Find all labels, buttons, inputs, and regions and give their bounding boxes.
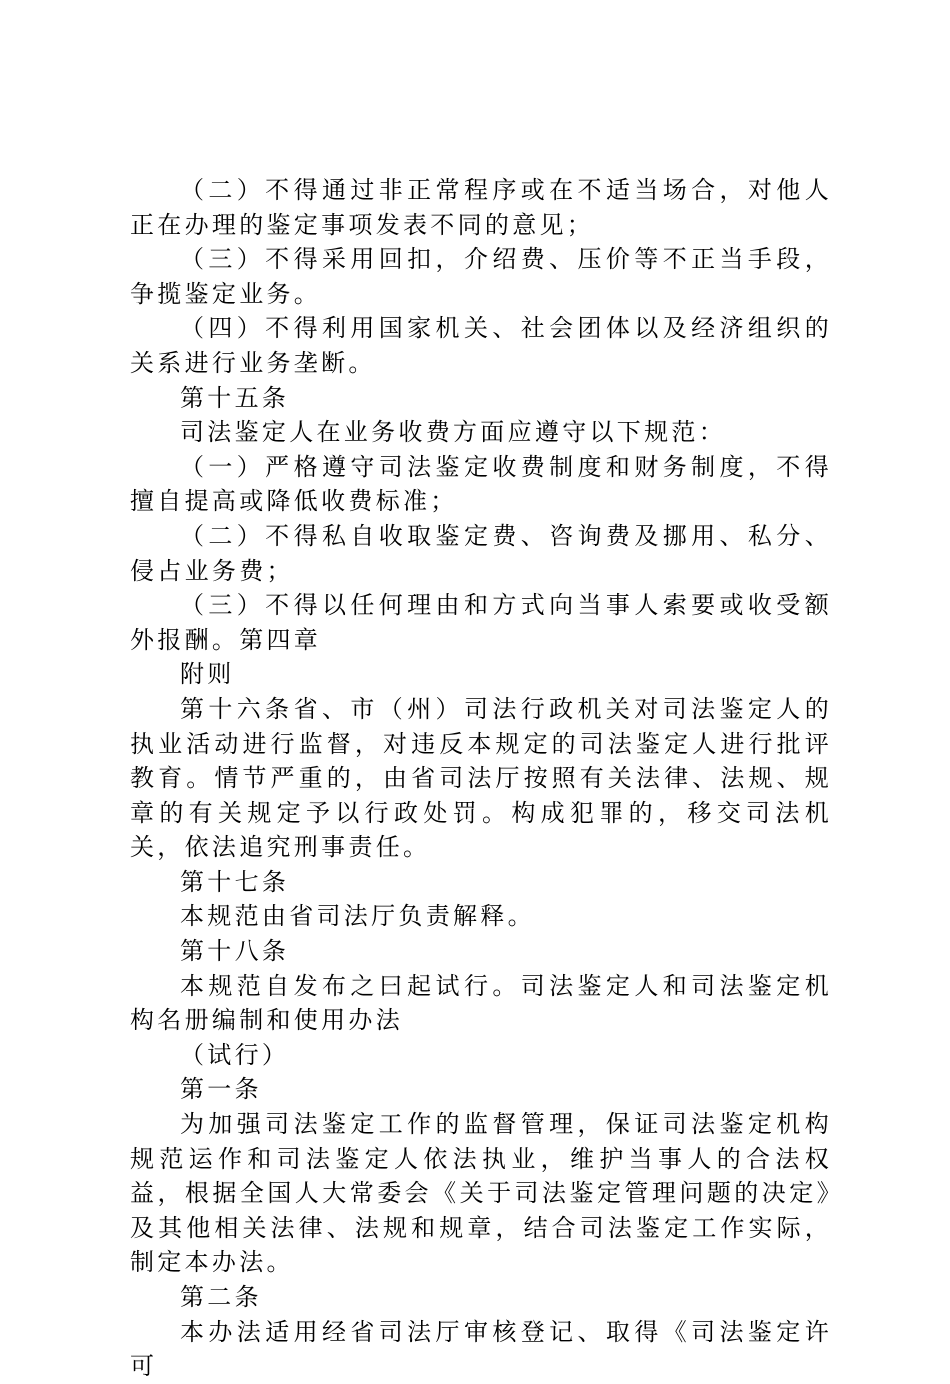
article-18-heading: 第十八条 xyxy=(180,937,290,966)
paragraph-10: 第十六条省、市（州）司法行政机关对司法鉴定人的执业活动进行监督，对违反本规定的司法鉴定人进行批评教育。情节严重的，由省司法厅按照有关法律、法规、规章的有关规定予以行政处罚。构成犯罪的，移交司法机关，依法追究刑事责任。 xyxy=(130,694,832,862)
paragraph-7: （二）不得私自收取鉴定费、咨询费及挪用、私分、侵占业务费； xyxy=(130,521,832,585)
paragraph-17: 为加强司法鉴定工作的监督管理，保证司法鉴定机构规范运作和司法鉴定人依法执业，维护当事人的合法权益，根据全国人大常委会《关于司法鉴定管理问题的决定》及其他相关法律、法规和规章，结合司法鉴定工作实际，制定本办法。 xyxy=(130,1110,832,1277)
paragraph-19: 本办法适用经省司法厅审核登记、取得《司法鉴定许可 xyxy=(130,1317,832,1381)
paragraph-12: 本规范由省司法厅负责解释。 xyxy=(180,902,535,931)
paragraph-8: （三）不得以任何理由和方式向当事人索要或收受额外报酬。第四章 xyxy=(130,591,832,654)
article-17-heading: 第十七条 xyxy=(180,867,290,896)
paragraph-3: （四）不得利用国家机关、社会团体以及经济组织的关系进行业务垄断。 xyxy=(130,314,832,377)
trial-note: （试行） xyxy=(180,1040,290,1069)
paragraph-6: （一）严格遵守司法鉴定收费制度和财务制度，不得擅自提高或降低收费标准； xyxy=(130,452,832,516)
document-body xyxy=(130,173,832,1384)
article-15-heading: 第十五条 xyxy=(180,383,290,412)
paragraph-5: 司法鉴定人在业务收费方面应遵守以下规范： xyxy=(180,418,726,447)
paragraph-14: 本规范自发布之曰起试行。司法鉴定人和司法鉴定机构名册编制和使用办法 xyxy=(130,971,832,1035)
article-1-heading: 第一条 xyxy=(180,1075,262,1104)
article-2-heading: 第二条 xyxy=(180,1283,262,1311)
appendix-heading: 附则 xyxy=(180,660,235,689)
paragraph-2: （三）不得采用回扣，介绍费、压价等不正当手段，争揽鉴定业务。 xyxy=(130,245,832,308)
paragraph-1: （二）不得通过非正常程序或在不适当场合，对他人正在办理的鉴定事项发表不同的意见； xyxy=(130,176,832,239)
